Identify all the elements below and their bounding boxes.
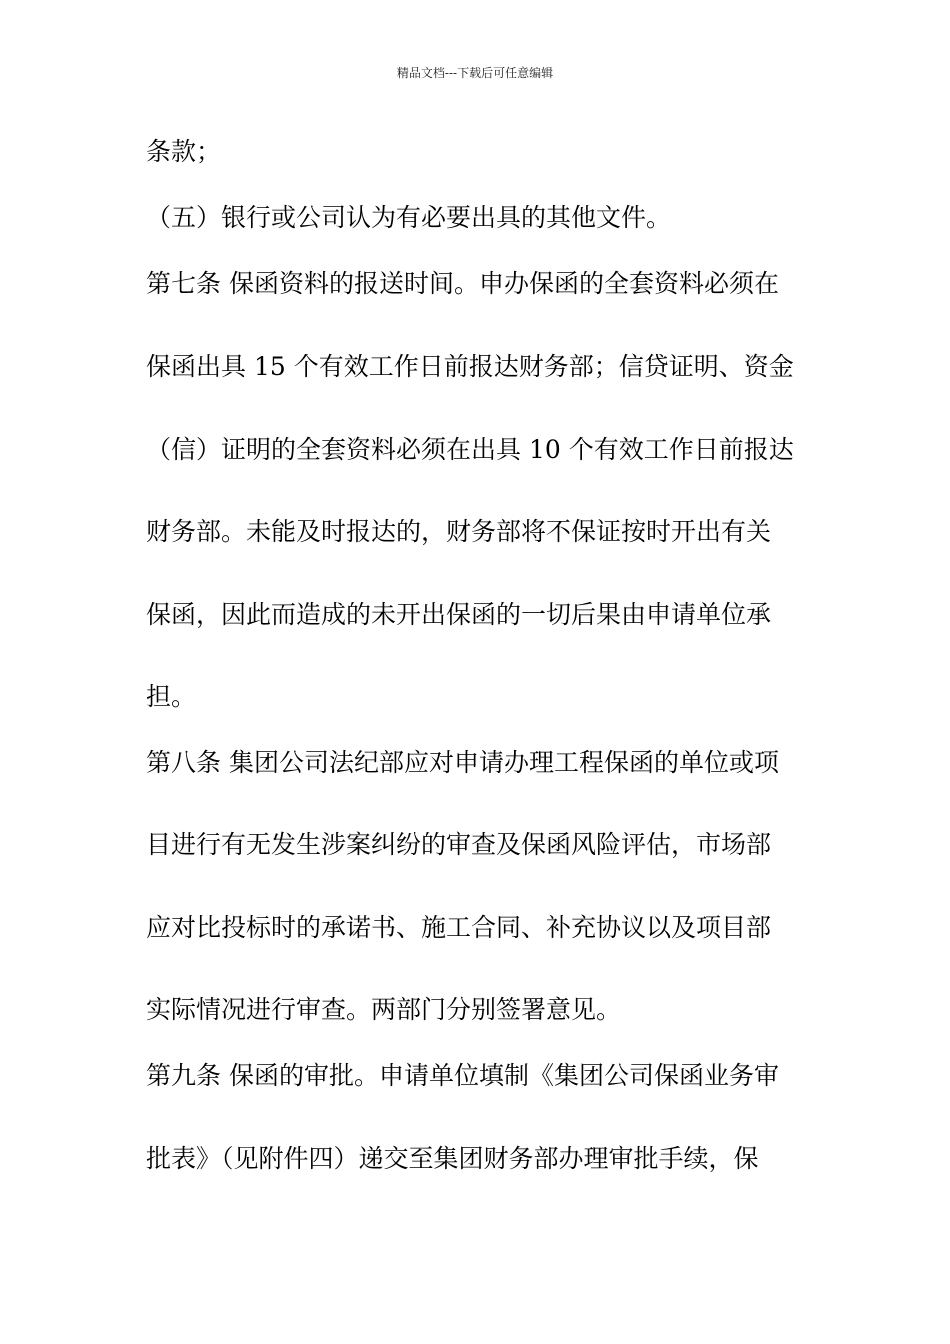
page-header: 精品文档---下载后可任意编辑 (396, 66, 554, 80)
text-line: 批表》（见附件四）递交至集团财务部办理审批手续，保 (146, 1144, 759, 1173)
text-line: 条款； (146, 137, 222, 166)
text-line: （信）证明的全套资料必须在出具 10 个有效工作日前报达 (146, 435, 794, 464)
text-line: 担。 (146, 682, 197, 711)
text-line: 目进行有无发生涉案纠纷的审查及保函风险评估，市场部 (146, 830, 772, 859)
text-line: 第八条 集团公司法纪部应对申请办理工程保函的单位或项 (146, 748, 779, 777)
text-line: 财务部。未能及时报达的，财务部将不保证按时开出有关 (146, 517, 772, 546)
text-line: 保函，因此而造成的未开出保函的一切后果由申请单位承 (146, 600, 772, 629)
text-line: 应对比投标时的承诺书、施工合同、补充协议以及项目部 (146, 913, 772, 942)
text-line: 实际情况进行审查。两部门分别签署意见。 (146, 995, 622, 1024)
text-line: （五）银行或公司认为有必要出具的其他文件。 (146, 203, 672, 232)
text-line: 第七条 保函资料的报送时间。申办保函的全套资料必须在 (146, 269, 779, 298)
text-line: 第九条 保函的审批。申请单位填制《集团公司保函业务审 (146, 1061, 779, 1090)
text-line: 保函出具 15 个有效工作日前报达财务部；信贷证明、资金 (146, 352, 794, 381)
